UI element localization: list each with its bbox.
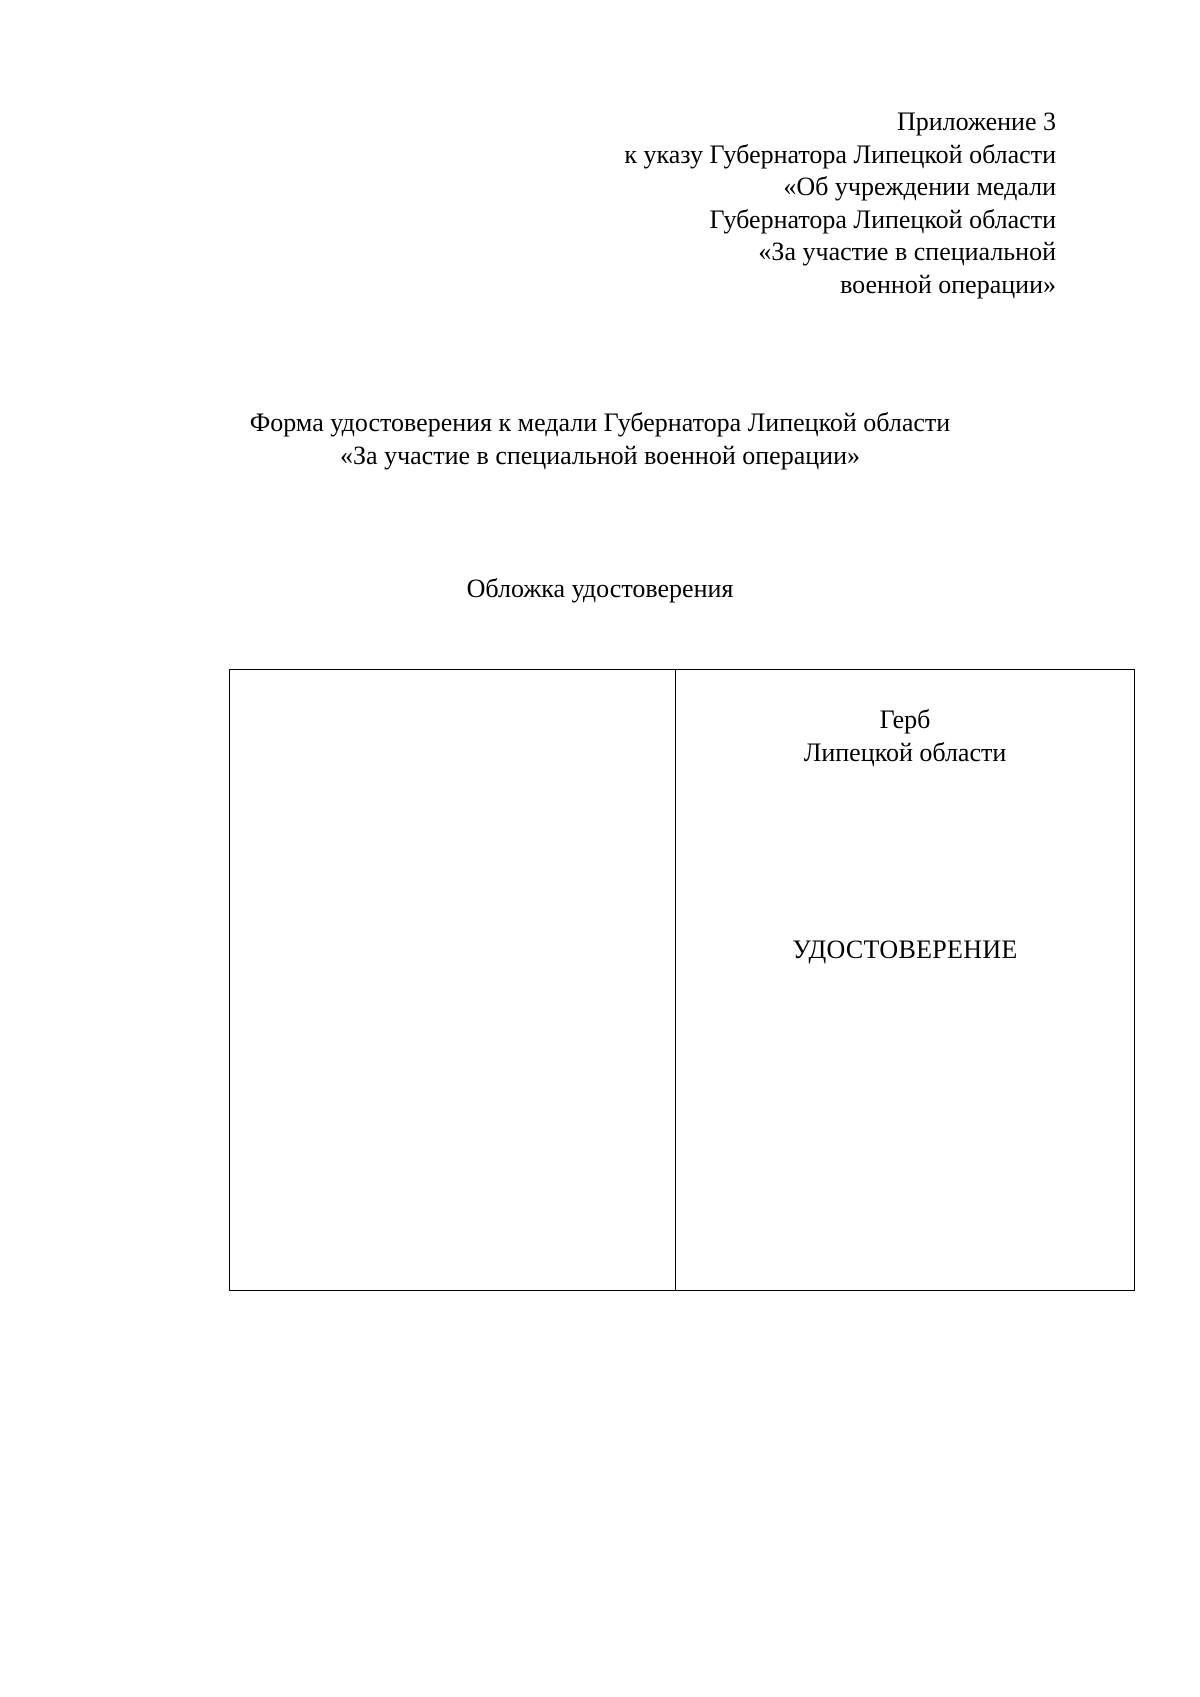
document-title <box>0 406 1200 472</box>
appendix-line: Губернатора Липецкой области <box>709 204 1056 234</box>
cover-left-panel <box>230 670 676 1290</box>
appendix-line: «За участие в специальной <box>758 237 1056 266</box>
document-title-line-1: Форма удостоверения к медали Губернатора Липецкой области <box>249 408 951 437</box>
cover-right-panel <box>676 670 1134 1290</box>
appendix-line: Приложение 3 <box>896 107 1056 136</box>
emblem-label-line-1: Герб <box>879 705 931 734</box>
document-title-line-2: «За участие в специальной военной операции» <box>340 441 860 470</box>
section-subtitle: Обложка удостоверения <box>466 574 734 603</box>
appendix-line: «Об учреждении медали <box>783 172 1056 201</box>
certificate-word: УДОСТОВЕРЕНИЕ <box>792 935 1018 964</box>
appendix-line: военной операции» <box>840 269 1056 299</box>
appendix-line: к указу Губернатора Липецкой области <box>624 139 1056 169</box>
appendix-block <box>624 106 1056 301</box>
emblem-placeholder <box>676 703 1134 769</box>
certificate-cover <box>229 669 1135 1291</box>
emblem-label-line-2: Липецкой области <box>803 738 1007 767</box>
